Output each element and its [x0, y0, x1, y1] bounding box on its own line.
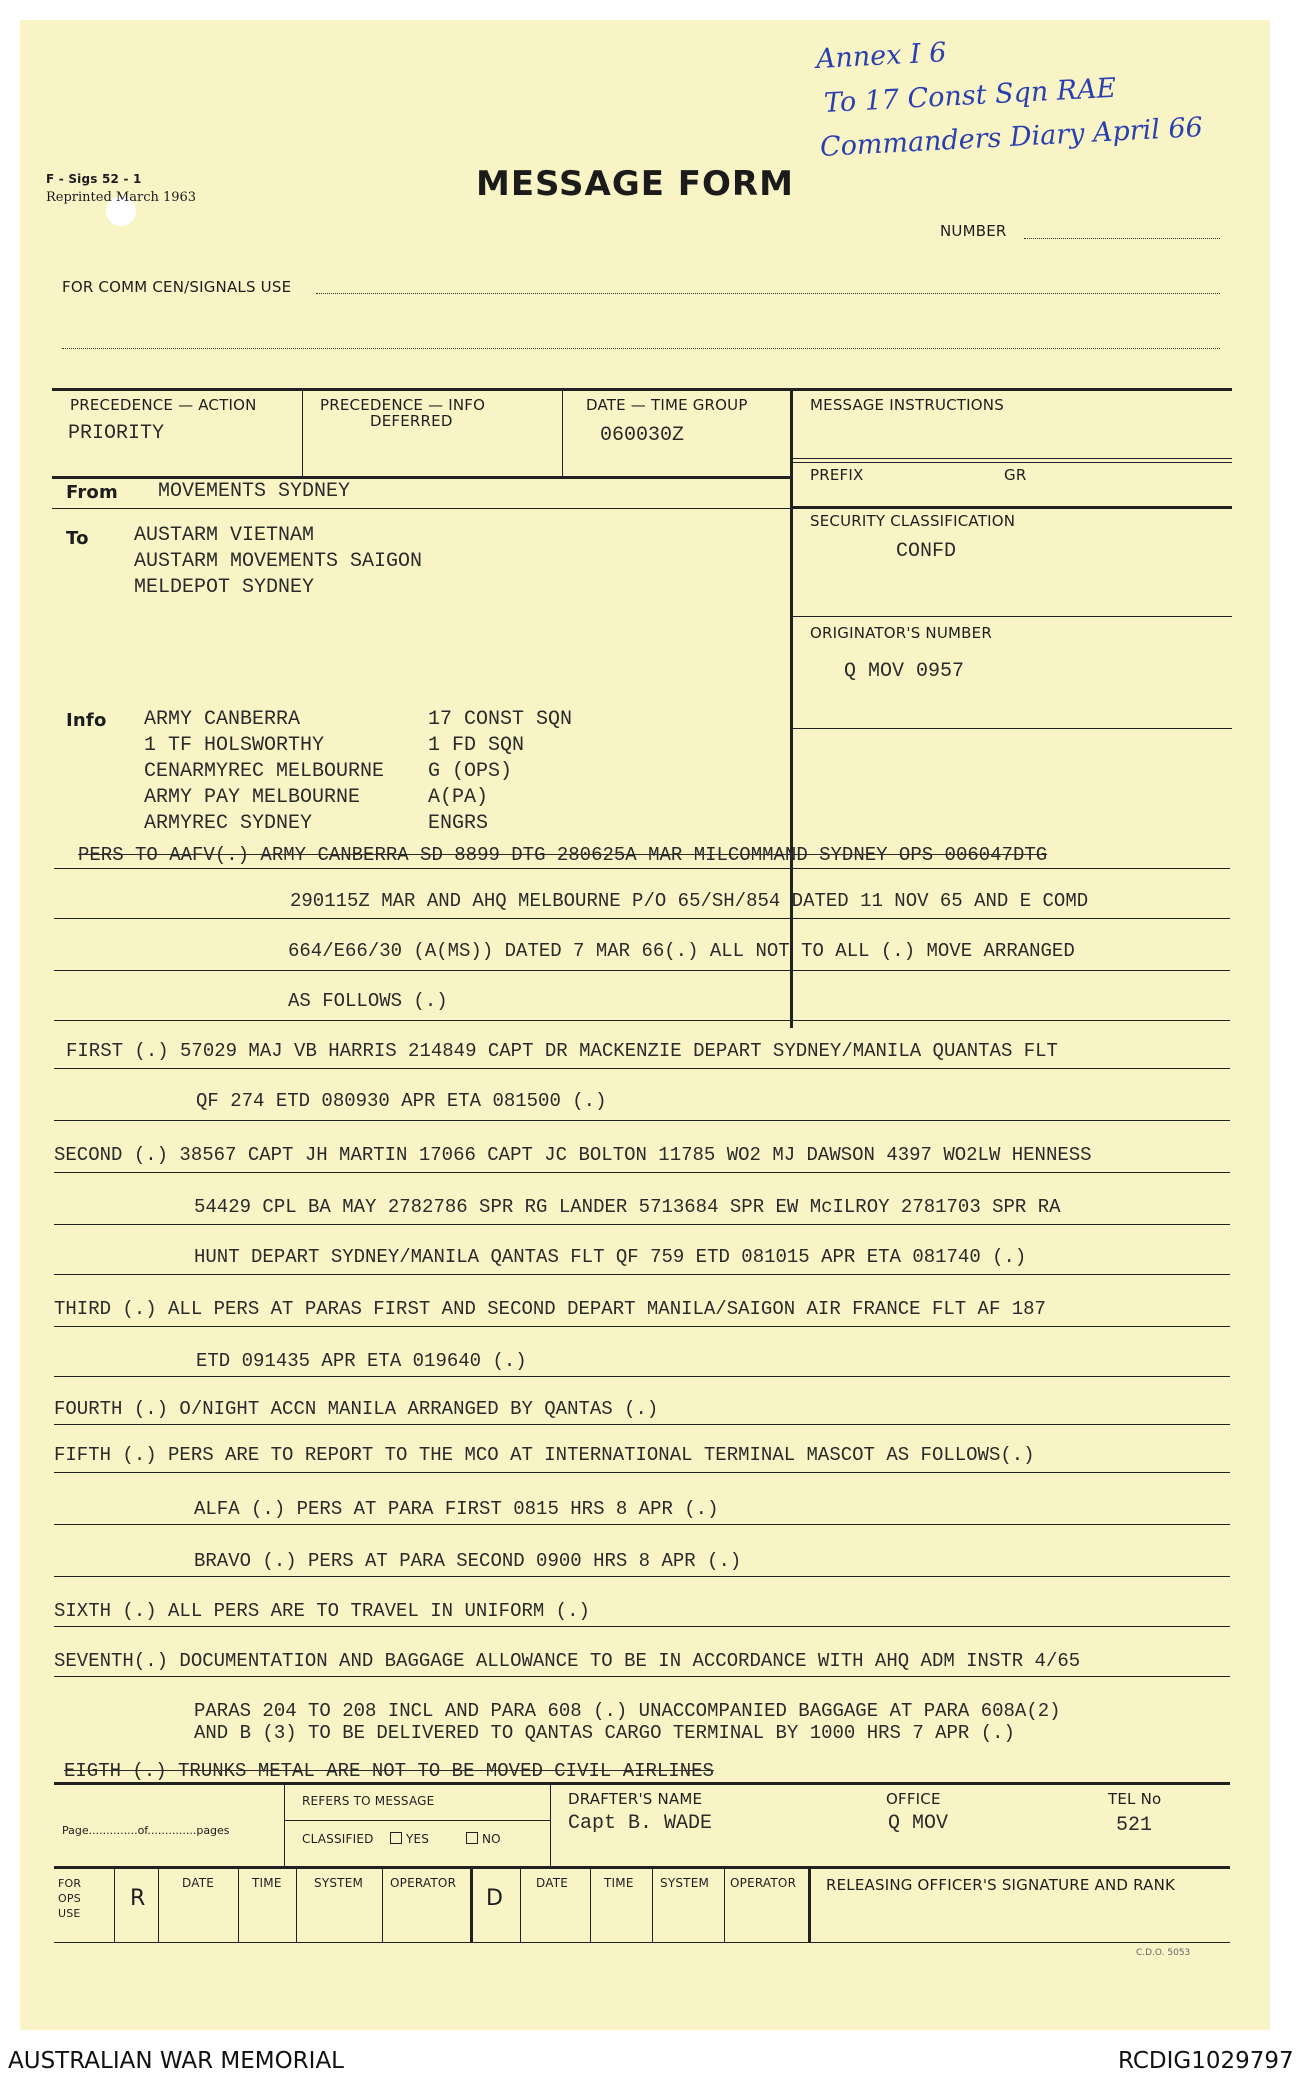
- bottom-top-rule: [54, 1782, 1230, 1785]
- time-label-2: TIME: [604, 1876, 634, 1890]
- grid-divider-1: [302, 390, 303, 476]
- info-col2-4: A(PA): [428, 786, 489, 809]
- dtg-value: 060030Z: [600, 424, 685, 447]
- system-label-1: SYSTEM: [314, 1876, 364, 1890]
- bottom-divider-1: [284, 1784, 285, 1866]
- office-label: OFFICE: [886, 1790, 941, 1808]
- handwritten-annotation-line3: Commanders Diary April 66: [819, 111, 1204, 163]
- operator-label-1: OPERATOR: [390, 1876, 457, 1890]
- from-bottom-rule: [52, 508, 792, 509]
- gr-label: GR: [1004, 466, 1027, 484]
- ops-div-1: [114, 1868, 115, 1942]
- grid-divider-2: [562, 390, 563, 476]
- body-rule-3: [54, 970, 1230, 971]
- instructions-rule-2: [792, 462, 1232, 463]
- footer-source: AUSTRALIAN WAR MEMORIAL: [8, 2048, 344, 2074]
- body-rule-16: [54, 1626, 1230, 1627]
- ops-div-2: [158, 1868, 159, 1942]
- originators-number-label: ORIGINATOR'S NUMBER: [810, 624, 992, 642]
- handwritten-annotation-line1: Annex I 6: [815, 37, 948, 75]
- comm-cen-field-line: [316, 293, 1220, 294]
- bottom-divider-2: [550, 1784, 551, 1866]
- drafters-name-value: Capt B. WADE: [568, 1812, 713, 1835]
- to-value-1: AUSTARM VIETNAM: [134, 524, 315, 547]
- info-col2-3: G (OPS): [428, 760, 513, 783]
- body-line-5: FIRST (.) 57029 MAJ VB HARRIS 214849 CAPT DR MACKENZIE DEPART SYDNEY/MANILA QUANTAS FLT: [66, 1040, 1058, 1062]
- body-line-13: FIFTH (.) PERS ARE TO REPORT TO THE MCO AT INTERNATIONAL TERMINAL MASCOT AS FOLLOWS(.): [54, 1444, 1035, 1466]
- ops-top-rule: [54, 1866, 1230, 1869]
- ops-div-11: [808, 1868, 811, 1942]
- system-label-2: SYSTEM: [660, 1876, 710, 1890]
- grid-top-rule: [52, 388, 1232, 391]
- ops-div-4: [296, 1868, 297, 1942]
- to-value-2: AUSTARM MOVEMENTS SAIGON: [134, 550, 423, 573]
- page-count-label: Page..............of..............pages: [62, 1824, 230, 1837]
- handwritten-annotation-line2: To 17 Const Sqn RAE: [823, 72, 1117, 119]
- ops-use-text: FOR OPS USE: [58, 1877, 82, 1920]
- yes-checkbox[interactable]: [390, 1832, 402, 1844]
- originators-number-value: Q MOV 0957: [844, 660, 965, 683]
- body-line-4: AS FOLLOWS (.): [288, 990, 448, 1012]
- body-rule-17: [54, 1676, 1230, 1677]
- info-col1-2: 1 TF HOLSWORTHY: [144, 734, 325, 757]
- info-col2-5: ENGRS: [428, 812, 489, 835]
- tel-value: 521: [1116, 1814, 1153, 1837]
- page-title: MESSAGE FORM: [476, 164, 794, 204]
- tel-label: TEL No: [1108, 1790, 1162, 1808]
- body-line-9: HUNT DEPART SYDNEY/MANILA QANTAS FLT QF 759 ETD 081015 APR ETA 081740 (.): [194, 1246, 1027, 1268]
- info-col1-3: CENARMYREC MELBOURNE: [144, 760, 385, 783]
- body-line-8: 54429 CPL BA MAY 2782786 SPR RG LANDER 5713684 SPR EW McILROY 2781703 SPR RA: [194, 1196, 1061, 1218]
- body-rule-8: [54, 1224, 1230, 1225]
- number-label: NUMBER: [940, 222, 1007, 240]
- body-rule-10: [54, 1326, 1230, 1327]
- comm-cen-label: FOR COMM CEN/SIGNALS USE: [62, 278, 292, 296]
- grid-divider-3: [790, 390, 793, 1028]
- body-line-16: SIXTH (.) ALL PERS ARE TO TRAVEL IN UNIFORM (.): [54, 1600, 590, 1622]
- comm-cen-field-line-2: [62, 348, 1220, 349]
- r-label: R: [130, 1886, 146, 1911]
- body-line-19: AND B (3) TO BE DELIVERED TO QANTAS CARGO TERMINAL BY 1000 HRS 7 APR (.): [194, 1722, 1015, 1744]
- no-checkbox[interactable]: [466, 1832, 478, 1844]
- prefix-bottom-rule: [792, 506, 1232, 509]
- body-rule-7: [54, 1172, 1230, 1173]
- body-line-2: 290115Z MAR AND AHQ MELBOURNE P/O 65/SH/854 DATED 11 NOV 65 AND E COMD: [290, 890, 1089, 912]
- body-rule-6: [54, 1120, 1230, 1121]
- body-rule-5: [54, 1068, 1230, 1069]
- precedence-info-label: PRECEDENCE — INFO: [320, 396, 486, 414]
- body-line-3: 664/E66/30 (A(MS)) DATED 7 MAR 66(.) ALL NOT TO ALL (.) MOVE ARRANGED: [288, 940, 1075, 962]
- security-bottom-rule: [792, 616, 1232, 617]
- body-rule-15: [54, 1576, 1230, 1577]
- body-rule-4: [54, 1020, 1230, 1021]
- ops-div-5: [382, 1868, 383, 1942]
- body-line-11: ETD 091435 APR ETA 019640 (.): [196, 1350, 527, 1372]
- ops-div-3: [238, 1868, 239, 1942]
- body-rule-2: [54, 918, 1230, 919]
- body-rule-1: [54, 868, 1230, 869]
- cdo-code: C.D.O. 5053: [1136, 1948, 1191, 1958]
- body-line-10: THIRD (.) ALL PERS AT PARAS FIRST AND SECOND DEPART MANILA/SAIGON AIR FRANCE FLT AF 187: [54, 1298, 1046, 1320]
- originator-bottom-rule: [792, 728, 1232, 729]
- body-line-7: SECOND (.) 38567 CAPT JH MARTIN 17066 CAPT JC BOLTON 11785 WO2 MJ DAWSON 4397 WO2LW HENNESS: [54, 1144, 1092, 1166]
- ops-bottom-rule: [54, 1942, 1230, 1943]
- yes-label: YES: [406, 1832, 430, 1846]
- body-line-17: SEVENTH(.) DOCUMENTATION AND BAGGAGE ALLOWANCE TO BE IN ACCORDANCE WITH AHQ ADM INSTR 4/65: [54, 1650, 1081, 1672]
- classified-label: CLASSIFIED: [302, 1832, 374, 1846]
- info-col1-5: ARMYREC SYDNEY: [144, 812, 313, 835]
- body-line-20: EIGTH (.) TRUNKS METAL ARE NOT TO BE MOVED CIVIL AIRLINES: [64, 1760, 714, 1782]
- message-form-sheet: [20, 20, 1270, 2030]
- info-col1-1: ARMY CANBERRA: [144, 708, 301, 731]
- no-label: NO: [482, 1832, 501, 1846]
- refers-to-message-label: REFERS TO MESSAGE: [302, 1794, 435, 1808]
- info-label: Info: [66, 710, 107, 731]
- precedence-action-label: PRECEDENCE — ACTION: [70, 396, 257, 414]
- date-label-2: DATE: [536, 1876, 569, 1890]
- security-classification-value: CONFD: [896, 540, 957, 563]
- info-col1-4: ARMY PAY MELBOURNE: [144, 786, 361, 809]
- body-line-6: QF 274 ETD 080930 APR ETA 081500 (.): [196, 1090, 607, 1112]
- body-rule-11: [54, 1376, 1230, 1377]
- body-rule-13: [54, 1472, 1230, 1473]
- ops-div-10: [724, 1868, 725, 1942]
- drafters-name-label: DRAFTER'S NAME: [568, 1790, 703, 1808]
- body-rule-9: [54, 1274, 1230, 1275]
- info-col2-2: 1 FD SQN: [428, 734, 525, 757]
- form-code: F - Sigs 52 - 1: [46, 172, 142, 186]
- reprint-note: Reprinted March 1963: [46, 190, 197, 205]
- ops-div-7: [520, 1868, 521, 1942]
- footer-record-id: RCDIG1029797: [1118, 2048, 1294, 2074]
- body-rule-14: [54, 1524, 1230, 1525]
- instructions-rule-1: [792, 458, 1232, 459]
- no-option[interactable]: [466, 1832, 501, 1846]
- precedence-info-sub: DEFERRED: [370, 412, 453, 430]
- operator-label-2: OPERATOR: [730, 1876, 797, 1890]
- precedence-action-value: PRIORITY: [68, 422, 165, 445]
- security-classification-label: SECURITY CLASSIFICATION: [810, 512, 1016, 530]
- releasing-officer-label: RELEASING OFFICER'S SIGNATURE AND RANK: [826, 1876, 1176, 1894]
- to-value-3: MELDEPOT SYDNEY: [134, 576, 315, 599]
- ops-div-8: [590, 1868, 591, 1942]
- number-field-line: [1024, 238, 1220, 239]
- ops-div-6: [470, 1868, 473, 1942]
- d-label: D: [486, 1886, 503, 1911]
- from-label: From: [66, 482, 118, 503]
- ops-div-9: [652, 1868, 653, 1942]
- time-label-1: TIME: [252, 1876, 282, 1890]
- grid-row-rule: [52, 476, 792, 479]
- yes-option[interactable]: [390, 1832, 429, 1846]
- date-label-1: DATE: [182, 1876, 215, 1890]
- office-value: Q MOV: [888, 1812, 949, 1835]
- message-instructions-label: MESSAGE INSTRUCTIONS: [810, 396, 1004, 414]
- body-rule-12: [54, 1424, 1230, 1425]
- dtg-label: DATE — TIME GROUP: [586, 396, 748, 414]
- refers-underline: [284, 1820, 550, 1821]
- body-line-14: ALFA (.) PERS AT PARA FIRST 0815 HRS 8 APR (.): [194, 1498, 719, 1520]
- body-line-1: PERS TO AAFV(.) ARMY CANBERRA SD 8899 DTG 280625A MAR MILCOMMAND SYDNEY OPS 006047DTG: [78, 844, 1048, 866]
- body-line-15: BRAVO (.) PERS AT PARA SECOND 0900 HRS 8 APR (.): [194, 1550, 742, 1572]
- ops-use-label: [58, 1876, 98, 1921]
- to-label: To: [66, 528, 89, 549]
- prefix-label: PREFIX: [810, 466, 864, 484]
- from-value: MOVEMENTS SYDNEY: [158, 480, 351, 503]
- info-col2-1: 17 CONST SQN: [428, 708, 573, 731]
- body-line-12: FOURTH (.) O/NIGHT ACCN MANILA ARRANGED BY QANTAS (.): [54, 1398, 659, 1420]
- body-line-18: PARAS 204 TO 208 INCL AND PARA 608 (.) UNACCOMPANIED BAGGAGE AT PARA 608A(2): [194, 1700, 1061, 1722]
